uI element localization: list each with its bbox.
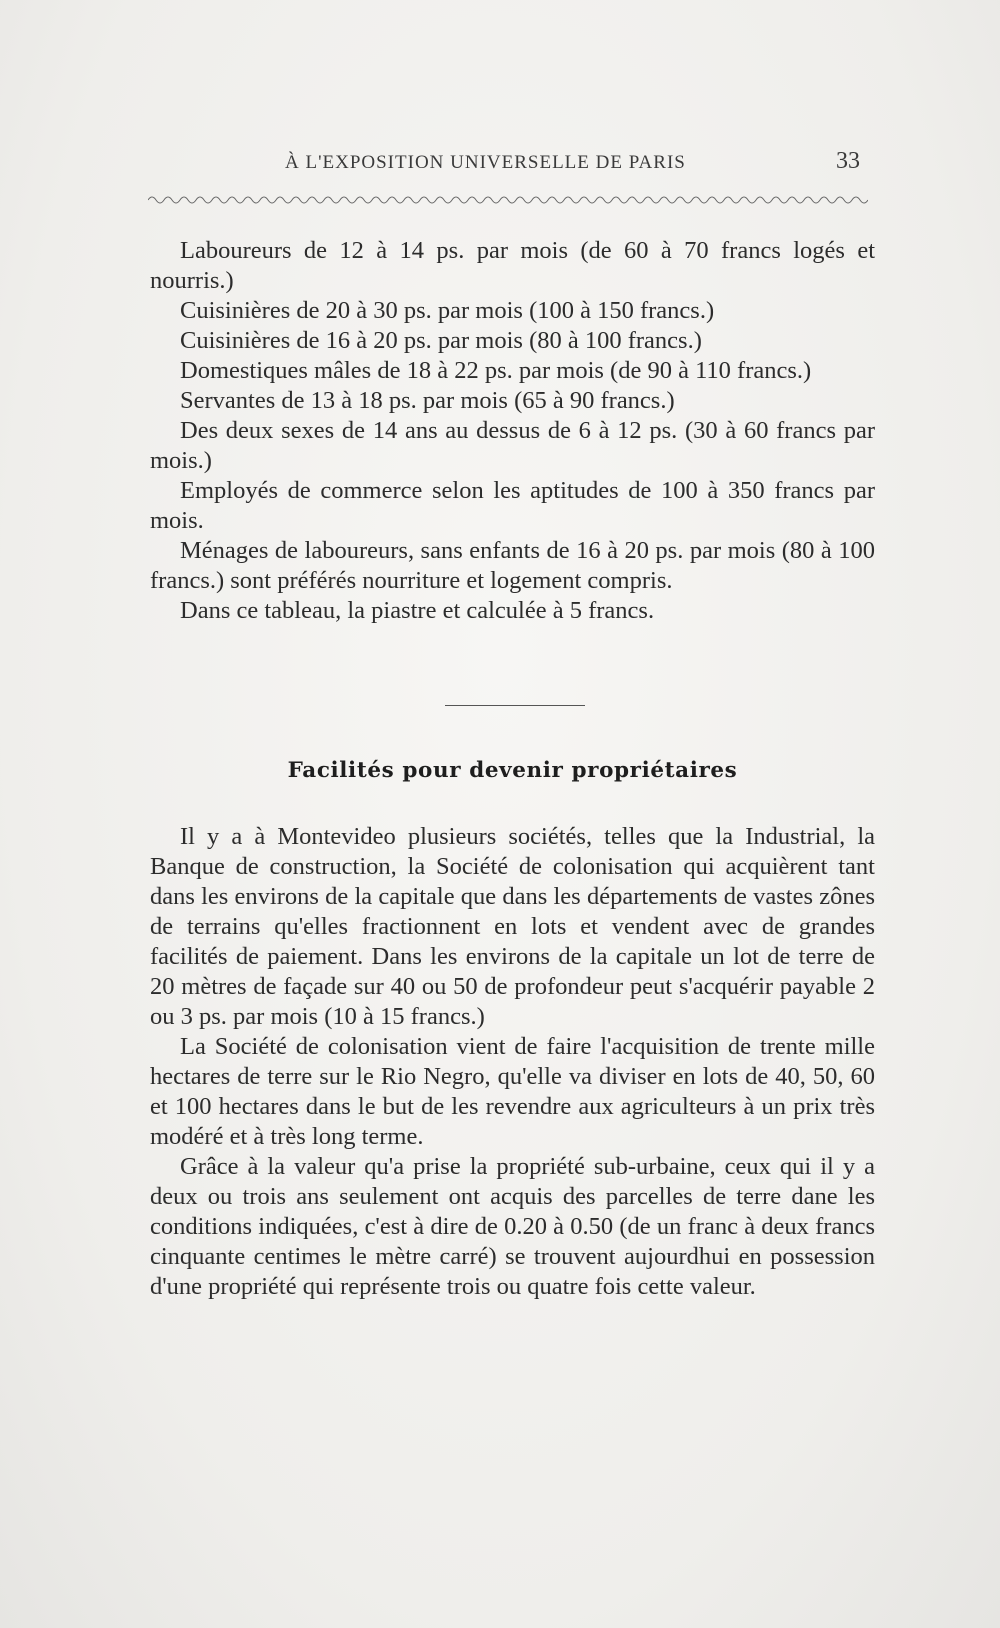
page-header: [150, 148, 860, 178]
wages-list: [150, 236, 875, 626]
wage-item: Des deux sexes de 14 ans au dessus de 6 à 12 ps. (30 à 60 francs par mois.): [150, 417, 875, 474]
wage-item: Domestiques mâles de 18 à 22 ps. par mois (de 90 à 110 francs.): [180, 357, 812, 384]
paragraph: La Société de colonisation vient de faire l'acquisition de trente mille hectares de terre sur le Rio Negro, qu'elle va diviser en lots de 40, 50, 60 et 100 hectares dans le but de les revendre aux agriculteurs à un prix très modéré et à très long terme.: [150, 1033, 875, 1150]
running-title: À L'EXPOSITION UNIVERSELLE DE PARIS: [285, 152, 686, 173]
paragraph: Il y a à Montevideo plusieurs sociétés, telles que la Industrial, la Banque de construction, la Société de colonisation qui acquièrent tant dans les environs de la capitale que dans les départements de vastes zônes de terrains qu'elles fractionnent en lots et vendent avec de grandes facilités de paiement. Dans les environs de la capitale un lot de terre de 20 mètres de façade sur 40 ou 50 de profondeur peut s'acquérir payable 2 ou 3 ps. par mois (10 à 15 francs.): [150, 823, 875, 1030]
paragraph: Grâce à la valeur qu'a prise la propriété sub-urbaine, ceux qui il y a deux ou trois ans seulement ont acquis des parcelles de terre dane les conditions indiquées, c'est à dire de 0.20 à 0.50 (de un franc à deux francs cinquante centimes le mètre carré) se trouvent aujourdhui en possession d'une propriété qui représente trois ou quatre fois cette valeur.: [150, 1153, 875, 1300]
wage-item: Employés de commerce selon les aptitudes de 100 à 350 francs par mois.: [150, 477, 875, 534]
decorative-rule: [148, 192, 868, 206]
section-divider: [445, 705, 585, 706]
section-title: Facilités pour devenir propriétaires: [287, 758, 738, 783]
wage-item: Cuisinières de 20 à 30 ps. par mois (100 à 150 francs.): [180, 297, 715, 324]
wage-item: Cuisinières de 16 à 20 ps. par mois (80 à 100 francs.): [180, 327, 702, 354]
page-number: 33: [836, 148, 860, 174]
property-section: [150, 822, 875, 1302]
wage-item: Servantes de 13 à 18 ps. par mois (65 à 90 francs.): [180, 387, 675, 414]
wage-item: Laboureurs de 12 à 14 ps. par mois (de 60 à 70 francs logés et nourris.): [150, 237, 875, 294]
wage-item: Ménages de laboureurs, sans enfants de 16 à 20 ps. par mois (80 à 100 francs.) sont préférés nourriture et logement compris.: [150, 537, 875, 594]
wage-note: Dans ce tableau, la piastre et calculée à 5 francs.: [180, 597, 655, 624]
